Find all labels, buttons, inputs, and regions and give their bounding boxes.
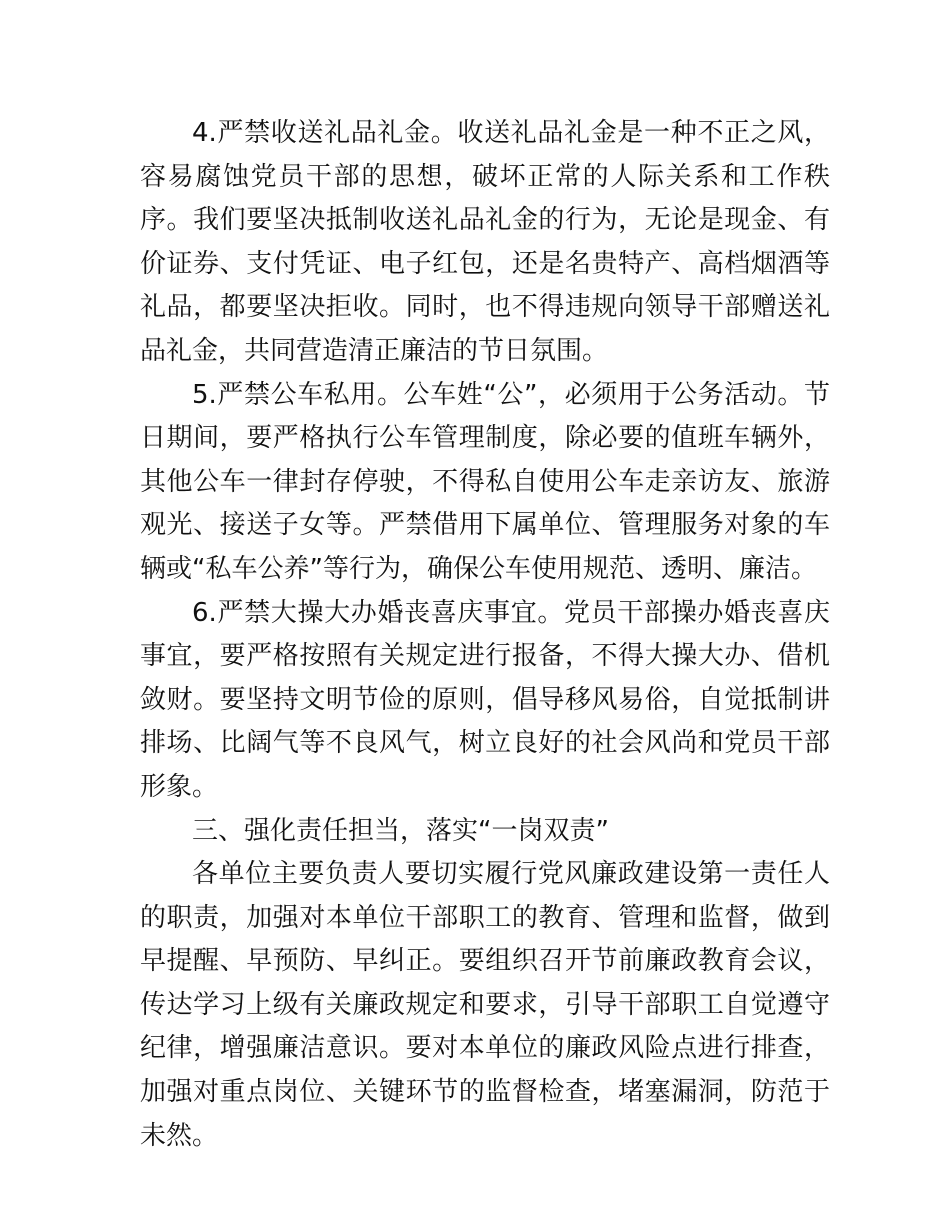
paragraph-official-car-ban: 5.严禁公车私用。公车姓“公”，必须用于公务活动。节日期间，要严格执行公车管理制度，除必要的值班车辆外，其他公车一律封存停驶，不得私自使用公车走亲访友、旅游观光、接送子女等。严禁借用下属单位、管理服务对象的车辆或“私车公养”等行为，确保公车使用规范、透明、廉洁。	[140, 379, 830, 584]
section-heading-responsibility: 三、强化责任担当，落实“一岗双责”	[192, 815, 609, 846]
paragraph-weddings-funerals-ban: 6.严禁大操大办婚丧喜庆事宜。党员干部操办婚丧喜庆事宜，要严格按照有关规定进行报备，不得大操大办、借机敛财。要坚持文明节俭的原则，倡导移风易俗，自觉抵制讲排场、比阔气等不良风气，树立良好的社会风尚和党员干部形象。	[140, 597, 830, 802]
document-body	[140, 112, 830, 1158]
paragraph-responsibility: 各单位主要负责人要切实履行党风廉政建设第一责任人的职责，加强对本单位干部职工的教育、管理和监督，做到早提醒、早预防、早纠正。要组织召开节前廉政教育会议，传达学习上级有关廉政规定和要求，引导干部职工自觉遵守纪律，增强廉洁意识。要对本单位的廉政风险点进行排查，加强对重点岗位、关键环节的监督检查，堵塞漏洞，防范于未然。	[140, 859, 830, 1151]
paragraph-gifts-ban: 4.严禁收送礼品礼金。收送礼品礼金是一种不正之风，容易腐蚀党员干部的思想，破坏正常的人际关系和工作秩序。我们要坚决抵制收送礼品礼金的行为，无论是现金、有价证券、支付凭证、电子红包，还是名贵特产、高档烟酒等礼品，都要坚决拒收。同时，也不得违规向领导干部赠送礼品礼金，共同营造清正廉洁的节日氛围。	[140, 118, 830, 366]
